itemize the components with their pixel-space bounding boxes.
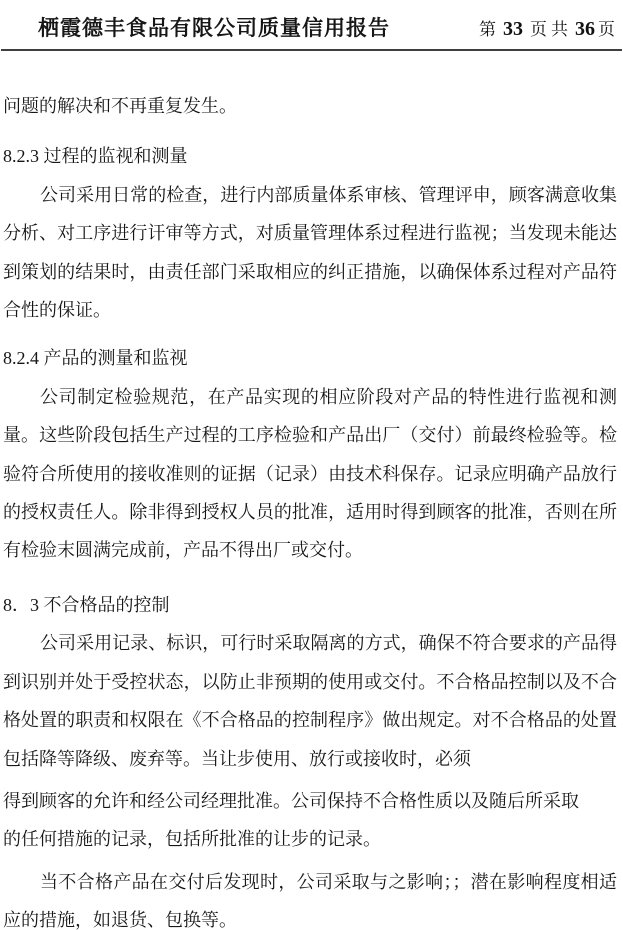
body-line: 的任何措施的记录，包括所批准的让步的记录。 xyxy=(3,829,381,850)
section-heading: 8.2.3 过程的监视和测量 xyxy=(3,146,188,167)
body-line: 合性的保证。 xyxy=(3,300,111,321)
body-line: 分析、对工序进行讦审等方式，对质量管理体系过程进行监视；当发现未能达 xyxy=(3,223,617,244)
body-line: 格处置的职责和权限在《不合格品的控制程序》做出规定。对不合格品的处置 xyxy=(3,710,617,731)
section-heading: 8．3 不合格品的控制 xyxy=(3,594,170,615)
body-line: 当不合格产品在交付后发现时，公司采取与之影响；；潜在影响程度相适 xyxy=(40,871,617,892)
document-title: 栖霞德丰食品有限公司质量信用报告 xyxy=(38,17,390,40)
body-line: 问题的解决和不再重复发生。 xyxy=(3,96,237,116)
body-line: 验符合所使用的接收准则的证据（记录）由技术科保存。记录应明确产品放行 xyxy=(3,463,617,484)
body-line: 公司制定检验规范，在产品实现的相应阶段对产品的特性进行监视和测 xyxy=(40,386,617,407)
body-line: 应的措施，如退货、包换等。 xyxy=(3,910,237,930)
body-line: 到策划的结果时，由责任部门采取相应的纠正措施，以确保体系过程对产品符 xyxy=(3,261,617,282)
page-header xyxy=(0,0,623,49)
body-line: 公司采用记录、标识，可行时采取隔离的方式，确保不符合要求的产品得 xyxy=(40,633,617,654)
page-current-number: 33 xyxy=(503,18,523,40)
body-line: 有检验末圆满完成前，产品不得出厂或交付。 xyxy=(3,540,363,561)
body-line: 得到顾客的允许和经公司经理批准。公司保持不合格性质以及随后所采取 xyxy=(3,790,579,811)
page-number-indicator xyxy=(477,16,617,43)
section-heading: 8.2.4 产品的测量和监视 xyxy=(3,348,188,369)
page-total-label: 共 xyxy=(551,20,568,39)
page-suffix-label: 页 xyxy=(598,20,615,39)
document-body xyxy=(0,51,623,930)
page-prefix-label: 第 xyxy=(479,20,496,39)
body-line: 到识别并处于受控状态，以防止非预期的使用或交付。不合格品控制以及不合 xyxy=(3,671,617,692)
page-unit-label: 页 xyxy=(530,20,547,39)
page-total-number: 36 xyxy=(575,18,595,40)
body-line: 的授权责任人。除非得到授权人员的批准，适用时得到顾客的批准，否则在所 xyxy=(3,502,617,523)
body-line: 公司采用日常的检查，进行内部质量体系审核、管理评申，顾客满意收集 xyxy=(40,184,617,205)
body-line: 包括降等降级、废弃等。当让步使用、放行或接收时，必须 xyxy=(3,748,471,769)
body-line: 量。这些阶段包括生产过程的工序检验和产品出厂（交付）前最终检验等。检 xyxy=(3,425,617,446)
